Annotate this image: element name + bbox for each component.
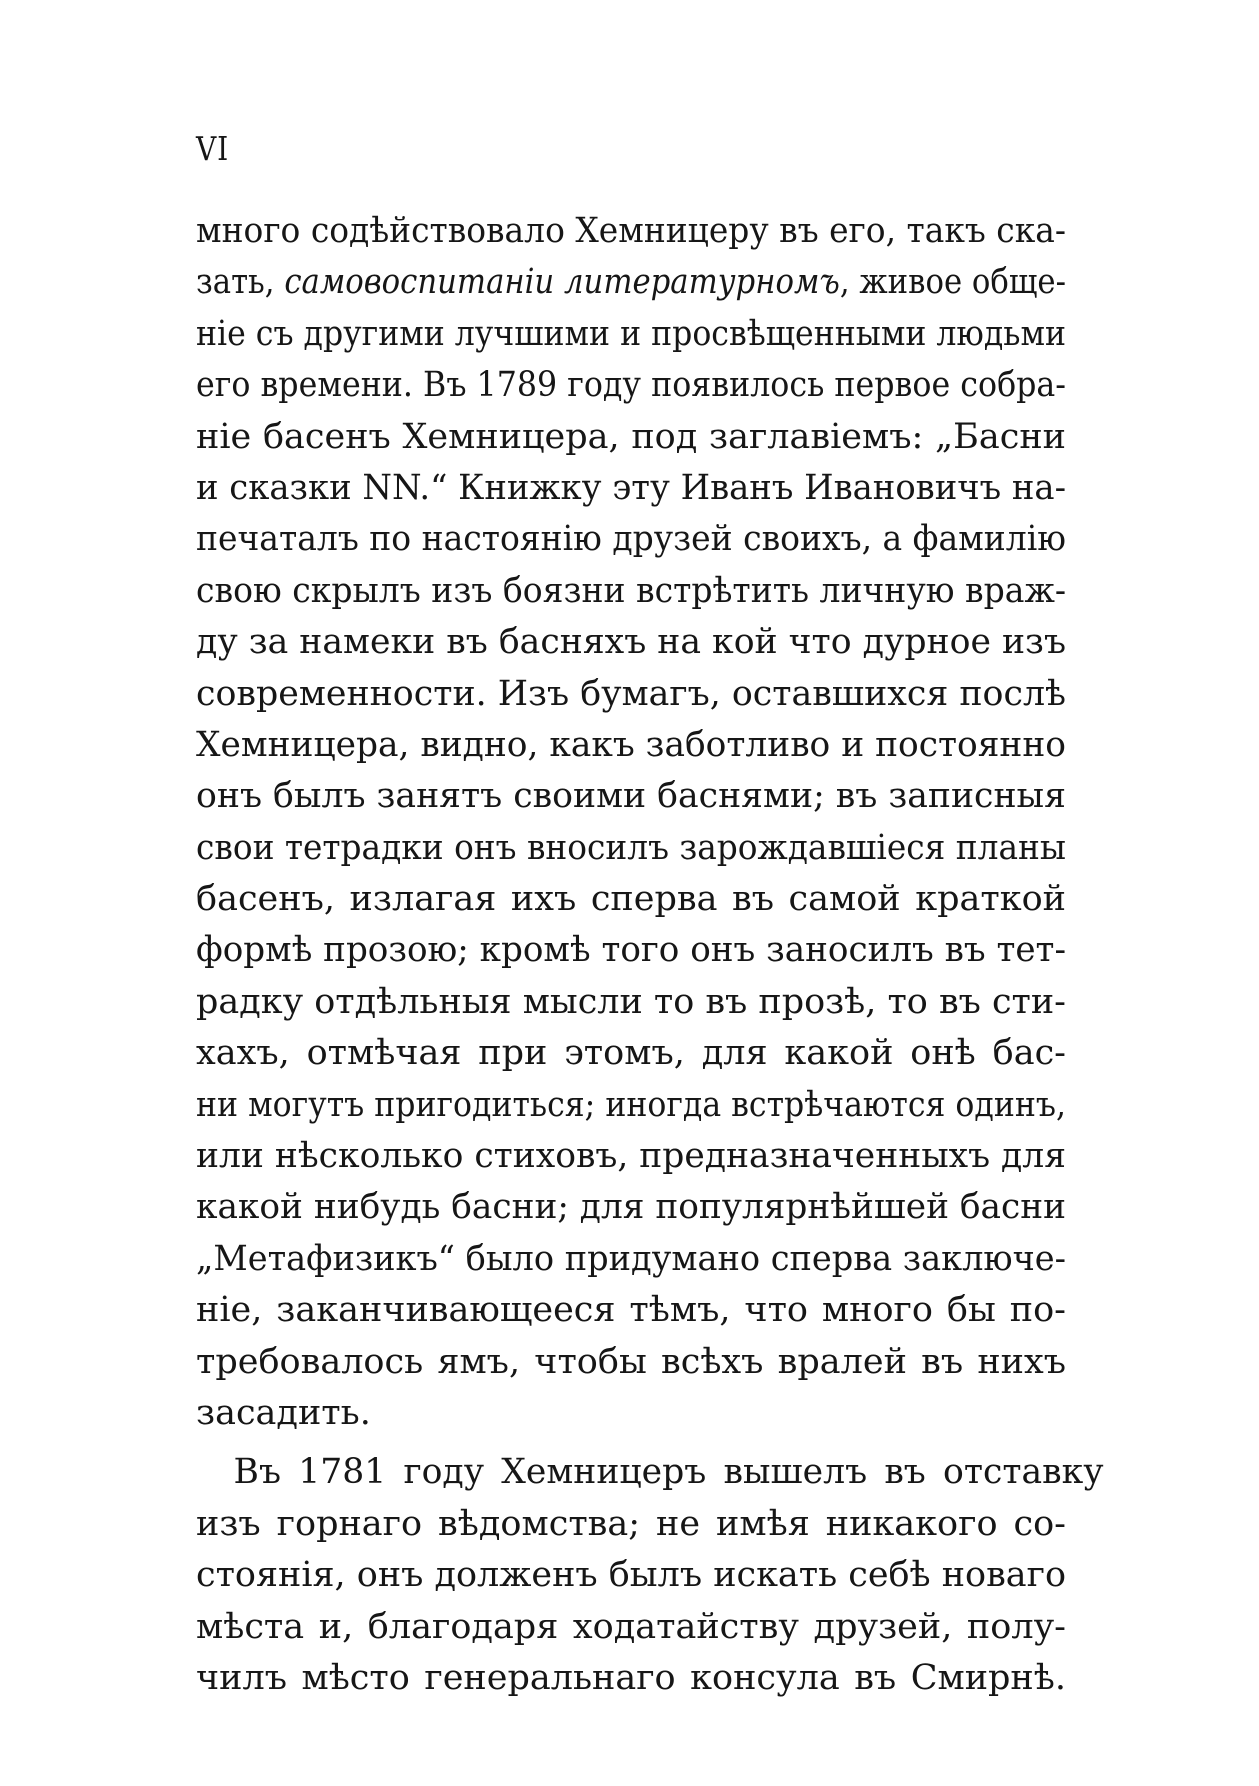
text-line: и сказки NN.“ Книжку эту Иванъ Ивановичъ на-	[196, 467, 1066, 508]
text-line: Хемницера, видно, какъ заботливо и постоянно	[196, 724, 1066, 765]
page-number: VI	[196, 129, 230, 168]
text-line: изъ горнаго вѣдомства; не имѣя никакого со-	[196, 1503, 1066, 1544]
text-line: печаталъ по настоянiю друзей своихъ, а фамилiю	[196, 519, 1066, 560]
text-run: , живое обще-	[839, 262, 1066, 303]
text-line: нiе съ другими лучшими и просвѣщенными людьми	[196, 313, 1066, 354]
text-line: много содѣйствовало Хемницеру въ его, такъ ска-	[196, 211, 1066, 251]
text-line: „Метафизикъ“ было придумано сперва заключе-	[196, 1238, 1066, 1279]
text-line: онъ былъ занятъ своими баснями; въ записныя	[196, 776, 1066, 817]
text-line: его времени. Въ 1789 году появилось первое собра-	[196, 365, 1066, 406]
text-line: нiе басенъ Хемницера, под заглавiемъ: „Басни	[196, 416, 1066, 457]
text-line: нiе, заканчивающееся тѣмъ, что много бы по-	[196, 1290, 1066, 1331]
text-line: ни могутъ пригодиться; иногда встрѣчаются одинъ,	[196, 1084, 1066, 1125]
text-line: чилъ мѣсто генеральнаго консула въ Смирнѣ.	[196, 1657, 1066, 1698]
body-text	[196, 206, 1104, 1704]
text-line: современности. Изъ бумагъ, оставшихся послѣ	[196, 673, 1066, 714]
text-line: формѣ прозою; кромѣ того онъ заносилъ въ тет-	[196, 930, 1066, 971]
text-line: ду за намеки въ басняхъ на кой что дурное изъ	[196, 622, 1066, 663]
text-line	[196, 257, 1066, 308]
text-run: зать,	[196, 262, 285, 303]
text-line: требовалось ямъ, чтобы всѣхъ вралей въ нихъ	[196, 1341, 1066, 1382]
text-line: свои тетрадки онъ вносилъ зарождавшiеся планы	[196, 827, 1066, 868]
italic-phrase: самовоспитанiи литературномъ	[284, 262, 840, 303]
paragraph	[196, 206, 1066, 1439]
text-line: хахъ, отмѣчая при этомъ, для какой онѣ бас-	[196, 1033, 1066, 1074]
text-line: стоянiя, онъ долженъ былъ искать себѣ новаго	[196, 1555, 1066, 1596]
text-line: Въ 1781 году Хемницеръ вышелъ въ отставку	[233, 1452, 1104, 1493]
text-line: радку отдѣльныя мысли то въ прозѣ, то въ сти-	[196, 981, 1066, 1022]
text-line: засадить.	[196, 1392, 371, 1433]
text-line: какой нибудь басни; для популярнѣйшей басни	[196, 1187, 1066, 1228]
paragraph	[196, 1447, 1104, 1704]
text-line: мѣста и, благодаря ходатайству друзей, полу-	[196, 1606, 1066, 1647]
text-line: или нѣсколько стиховъ, предназначенныхъ для	[196, 1136, 1066, 1177]
text-line: свою скрылъ изъ боязни встрѣтить личную враж-	[196, 570, 1066, 611]
text-line: басенъ, излагая ихъ сперва въ самой краткой	[196, 879, 1066, 920]
